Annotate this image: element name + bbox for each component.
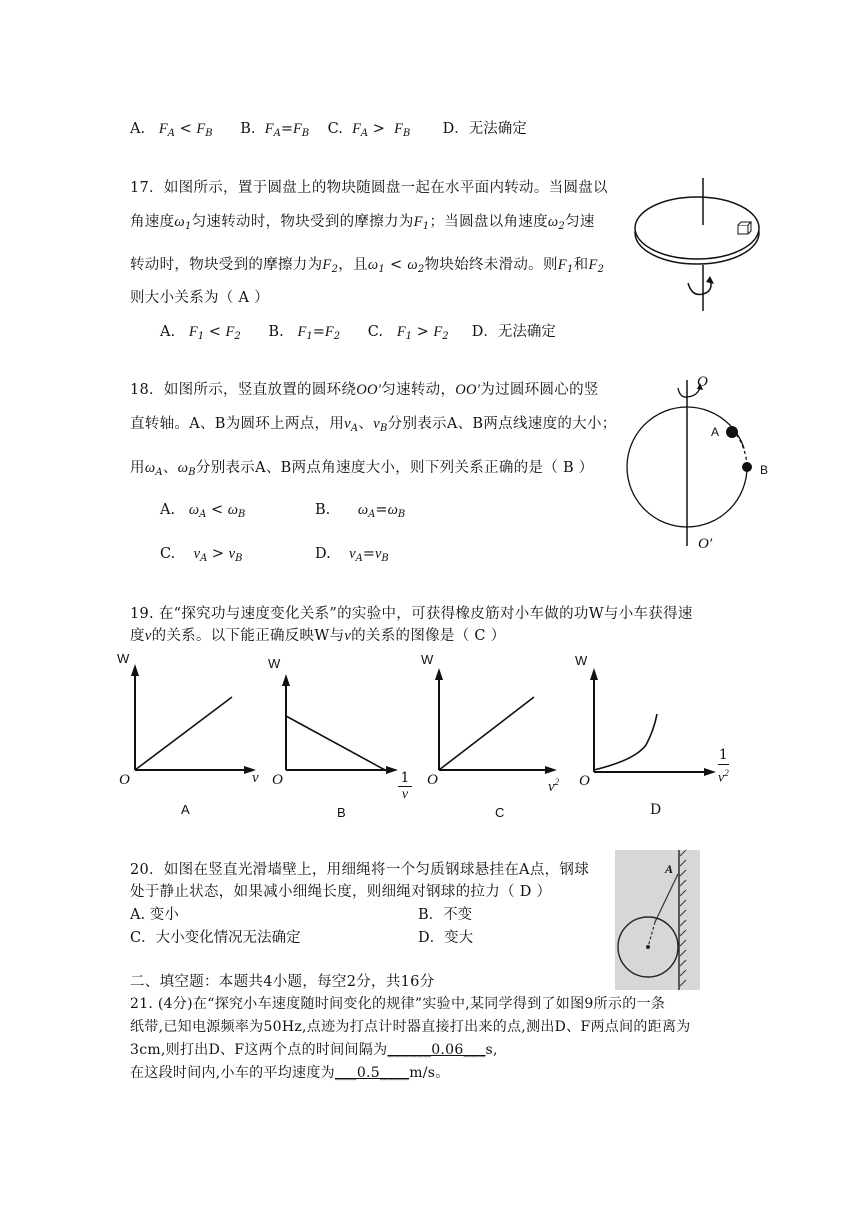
q18-label-o-bottom: O′ bbox=[698, 536, 713, 552]
q17-options: A. $F_1 < F_2$ B. $F_1=F_2$ C. $F_1 > F_2$ D．无法确定 bbox=[160, 324, 556, 342]
graph-b-y-label: W bbox=[268, 656, 281, 671]
q19-line-1: 19. 在“探究功与速度变化关系”的实验中，可获得橡皮筋对小车做的功W与小车获得速 bbox=[130, 606, 693, 622]
rope bbox=[655, 874, 678, 922]
q20-line-2: 处于静止状态，如果减小细绳长度，则细绳对钢球的拉力（ D ） bbox=[130, 884, 552, 900]
graph-d-x-label: 1 $v^2$ bbox=[718, 747, 729, 786]
q20-option-b: B．不变 bbox=[418, 907, 473, 923]
q19-line-2: 度v的关系。以下能正确反映W与v的关系的图像是（ C ） bbox=[130, 628, 506, 644]
graph-a-curve bbox=[135, 697, 232, 770]
q18-label-o-top: O bbox=[697, 374, 708, 390]
graph-d-origin: O bbox=[579, 773, 590, 789]
q18-option-c: C. $v_A > v_B$ bbox=[160, 546, 243, 564]
ball-center bbox=[646, 945, 650, 949]
q18-line-1: 18．如图所示，竖直放置的圆环绕OO′匀速转动，OO′为过圆环圆心的竖 bbox=[130, 382, 599, 398]
q18-ring-figure bbox=[620, 370, 780, 560]
q21-line-2: 纸带,已知电源频率为50Hz,点迹为打点计时器直接打出来的点,测出D、F两点间的距离为 bbox=[130, 1019, 691, 1035]
wall-hatching bbox=[680, 850, 686, 986]
q21-blank-1: ______0.06___ bbox=[387, 1042, 486, 1058]
graph-c-caption: C bbox=[495, 805, 505, 820]
graph-c-curve bbox=[439, 697, 534, 770]
graph-a bbox=[120, 660, 260, 780]
graph-b-caption: B bbox=[337, 805, 346, 820]
q20-line-1: 20．如图在竖直光滑墙壁上，用细绳将一个匀质钢球悬挂在A点，钢球 bbox=[130, 862, 590, 878]
q21-line-4: 在这段时间内,小车的平均速度为___0.5____m/s。 bbox=[130, 1065, 450, 1081]
graph-c-y-label: W bbox=[421, 652, 434, 667]
q17-line-4: 则大小关系为（ A ） bbox=[130, 290, 269, 306]
graph-a-x-label: v bbox=[252, 770, 259, 786]
q18-line-2: 直转轴。A、B为圆环上两点，用$v_A$、$v_B$分别表示A、B两点线速度的大小； bbox=[130, 416, 617, 434]
graph-a-caption: A bbox=[181, 802, 190, 817]
q16-options: A. $F_A < F_B$ B. $F_A=F_B$ C. $F_A > F_B$ D．无法确定 bbox=[130, 121, 527, 139]
graph-b-curve bbox=[286, 716, 385, 770]
q20-option-d: D．变大 bbox=[418, 930, 474, 946]
graph-d bbox=[580, 660, 730, 780]
q20-option-a: A. 变小 bbox=[130, 907, 179, 923]
q17-line-2: 角速度$\omega_1$匀速转动时，物块受到的摩擦力为$F_1$；当圆盘以角速度$\omega_2$匀速 bbox=[130, 214, 595, 232]
q17-disc-figure bbox=[630, 175, 770, 315]
graph-c-origin: O bbox=[427, 772, 438, 788]
graph-d-caption: D bbox=[650, 802, 662, 818]
graph-b-origin: O bbox=[272, 772, 283, 788]
q20-label-a: A bbox=[665, 862, 674, 876]
graph-d-y-label: W bbox=[575, 653, 588, 668]
graph-a-y-label: W bbox=[117, 651, 130, 666]
q17-line-1: 17．如图所示，置于圆盘上的物块随圆盘一起在水平面内转动。当圆盘以 bbox=[130, 180, 608, 196]
section-2-heading: 二、填空题：本题共4小题，每空2分，共16分 bbox=[130, 974, 435, 990]
point-b bbox=[742, 462, 752, 472]
q21-blank-2: ___0.5____ bbox=[334, 1065, 410, 1081]
graph-b-x-label: 1 v bbox=[398, 770, 412, 803]
q21-line-1: 21. (4分)在“探究小车速度随时间变化的规律”实验中,某同学得到了如图9所示的一条 bbox=[130, 996, 666, 1012]
graph-c-x-label: $v^2$ bbox=[548, 777, 560, 795]
q18-line-3: 用$\omega_A$、$\omega_B$分别表示A、B两点角速度大小，则下列关系正确的是（ B ） bbox=[130, 460, 594, 478]
graph-c bbox=[425, 660, 565, 780]
q18-option-b: B. $\omega_A=\omega_B$ bbox=[315, 502, 406, 520]
graph-a-origin: O bbox=[119, 772, 130, 788]
graph-b bbox=[270, 660, 410, 780]
point-a bbox=[726, 426, 738, 438]
q18-label-b: B bbox=[760, 463, 769, 477]
q18-label-a: A bbox=[711, 425, 720, 439]
q21-line-3: 3cm,则打出D、F这两个点的时间间隔为______0.06___s, bbox=[130, 1042, 498, 1058]
rope-dashed bbox=[648, 922, 655, 947]
q20-wall-figure-drawing bbox=[615, 850, 700, 990]
q17-line-3: 转动时，物块受到的摩擦力为$F_2$，且$\omega_1 < \omega_2$物块始终未滑动。则$F_1$和$F_2$ bbox=[130, 257, 605, 275]
graph-d-curve bbox=[594, 714, 657, 770]
q18-option-d: D. $v_A=v_B$ bbox=[315, 546, 389, 564]
q18-option-a: A. $\omega_A < \omega_B$ bbox=[160, 502, 246, 520]
q20-option-c: C．大小变化情况无法确定 bbox=[130, 930, 301, 946]
